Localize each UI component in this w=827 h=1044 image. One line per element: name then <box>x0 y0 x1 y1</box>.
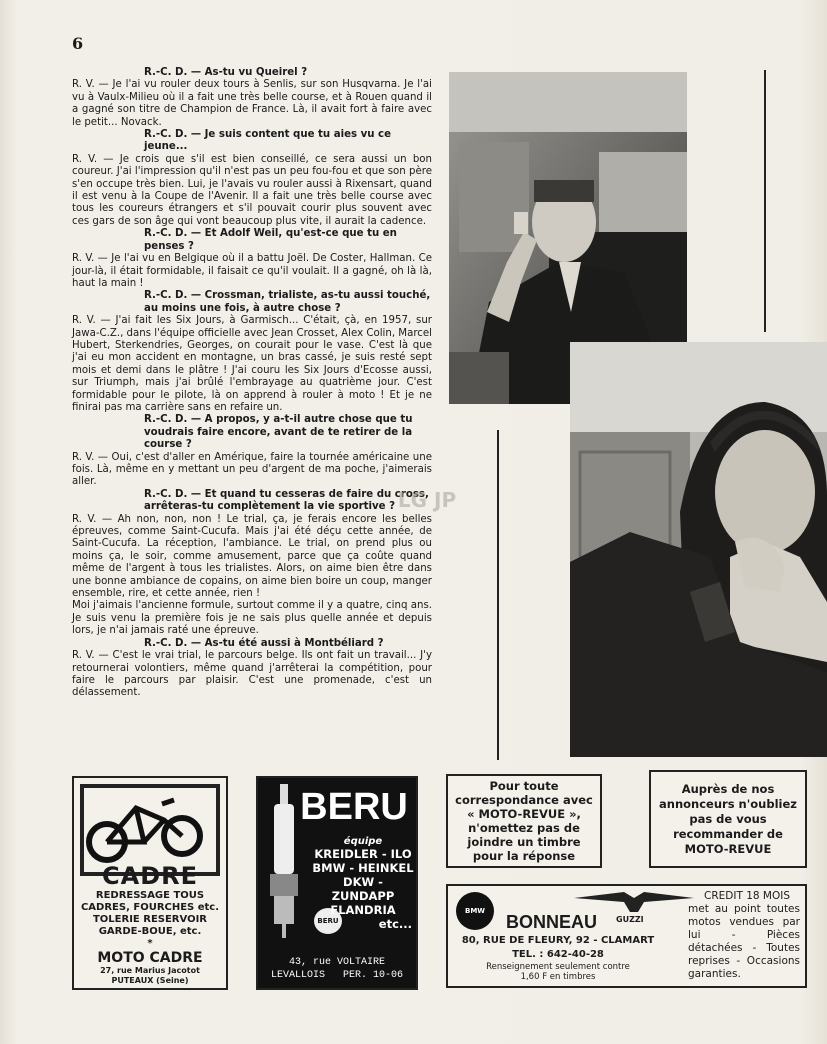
interview-answer: Moi j'aimais l'ancienne formule, surtout comme il y a quatre, cinq ans. Je suis venu la première fois je ne sais plus quelle année et depuis lors, je n'ai jamais raté une épreuve. <box>72 600 432 637</box>
interview-question: R.-C. D. — Et quand tu cesseras de faire du cross, arrêteras-tu complètement la vie sportive ? <box>144 488 429 513</box>
ad-beru-plug-label: BERU <box>314 908 342 934</box>
ad-beru-address-num: 43, <box>288 957 307 968</box>
ad-beru <box>256 776 418 990</box>
ad-cadre-line1: REDRESSAGE TOUS <box>95 890 205 901</box>
ad-beru-city: LEVALLOIS <box>270 970 325 981</box>
ad-beru-address-street: rue VOLTAIRE <box>313 957 386 968</box>
guzzi-eagle-icon <box>574 888 694 914</box>
ad-beru-team-4: FLANDRIA <box>330 903 396 917</box>
ad-beru-team-1: KREIDLER - ILO <box>314 847 412 861</box>
ad-cadre-address: 27, rue Marius Jacotot <box>100 966 200 975</box>
ad-bonneau-info2: 1,60 F en timbres <box>520 972 596 982</box>
ad-cadre-text <box>74 890 226 986</box>
ad-cadre-line4: GARDE-BOUE, etc. <box>98 926 202 937</box>
ad-beru-teams <box>310 836 416 931</box>
rule-middle <box>497 430 499 760</box>
interview-question: R.-C. D. — As-tu été aussi à Montbéliard ? <box>144 637 384 649</box>
rule-right-top <box>764 70 766 332</box>
ad-beru-team-5: etc... <box>378 917 412 931</box>
bmw-logo-icon: BMW <box>456 892 494 930</box>
ad-cadre-city: PUTEAUX (Seine) <box>111 976 189 985</box>
ad-cadre-brand: CADRE <box>102 862 198 890</box>
ad-bonneau-contact <box>448 934 668 982</box>
ad-cadre-star: * <box>147 938 153 949</box>
ad-beru-phone: PER. 10-06 <box>343 970 404 981</box>
ad-moto-cadre <box>72 776 228 990</box>
interview-answer: R. V. — Je l'ai vu en Belgique où il a battu Joël. De Coster, Hallman. Ce jour-là, il était formidable, il faisait ce qu'il voulait. Il a gagné, oh là là, haut la main ! <box>72 253 432 289</box>
interview-question: R.-C. D. — Crossman, trialiste, as-tu aussi touché, au moins une fois, à autre chose ? <box>144 290 431 314</box>
interview-answer: R. V. — C'est le vrai trial, le parcours belge. Ils ont fait un travail... J'y retournerai volontiers, même quand j'arrêterai la compétition, pour faire le parcours par plaisir. C'est une promenade, c'est un délassement. <box>72 650 432 699</box>
ad-bonneau <box>446 884 807 988</box>
ad-beru-team-2: BMW - HEINKEL <box>312 861 414 875</box>
watermark-logo <box>392 490 462 540</box>
photo-thinking-man-image <box>570 342 827 757</box>
photo-thinking-man <box>570 342 827 757</box>
interview-answer: R. V. — Oui, c'est d'aller en Amérique, faire la tournée américaine une fois. Là, même en y mettant un peu d'argent de ma poche, j'aimerais aller. <box>72 451 432 488</box>
interview-question: R.-C. D. — Et Adolf Weil, qu'est-ce que tu en penses ? <box>144 228 397 252</box>
ad-bonneau-services <box>688 890 800 981</box>
interview-answer: R. V. — J'ai fait les Six Jours, à Garmisch... C'était, çà, en 1957, sur Jawa-C.Z., dans l'équipe officielle avec Jean Crosset, Alex Colin, Marcel Hubert, Sterkendries, Georges, on courait pour le vase. C'est là que j'ai eu mon accident en montagne, un bras cassé, je suis resté sept mois et demi dans le plâtre ! J'ai couru les Six Jours d'Ecosse aussi, sur Triumph, mais j'ai brûlé l'embrayage au quatrième jour. C'est formidable pour le pilote, là on apprend à rouler à moto ! Et je ne finirai pas ma carrière sans en refaire un. <box>72 315 432 413</box>
ad-bonneau-services-text: met au point toutes motos vendues par lui - Pièces détachées - Toutes reprises - Occasions garanties. <box>688 903 800 980</box>
notice-correspondance: Pour toute correspondance avec « MOTO-REVUE », n'omettez pas de joindre un timbre pour la réponse <box>446 774 602 868</box>
interview-question: R.-C. D. — As-tu vu Queirel ? <box>144 67 308 78</box>
watermark-text: LG JP <box>397 488 457 512</box>
interview-answer: R. V. — Ah non, non, non ! Le trial, ça, je ferais encore les belles épreuves, comme Saint-Cucufa. Mais j'ai été déçu cette année, de Saint-Cucufa. La réception, l'ambiance. Le trial, on prend plus ou moins ça, le soir, comme amusement, parce que ça coûte quand même de l'argent à tous les trialistes. Alors, on aime bien être dans une bonne ambiance de copains, on aime bien boire un coup, manger ensemble, rire, et cette année, rien ! <box>72 513 432 600</box>
ad-beru-address <box>258 956 416 982</box>
notice-annonceurs: Auprès de nos annonceurs n'oubliez pas de vous recommander de MOTO-REVUE <box>649 770 807 868</box>
ad-cadre-line3: TOLERIE RESERVOIR <box>92 914 207 925</box>
ad-bonneau-info1: Renseignement seulement contre <box>486 962 630 972</box>
interview-question: R.-C. D. — A propos, y a-t-il autre chose que tu voudrais faire encore, avant de te retirer de la course ? <box>144 414 413 451</box>
ad-bonneau-credit: CREDIT 18 MOIS <box>704 890 790 902</box>
ad-bonneau-guzzi: GUZZI <box>616 915 644 924</box>
ad-beru-brand: BERU <box>294 782 414 832</box>
ad-beru-equipe: équipe <box>343 836 383 847</box>
ad-cadre-line2: CADRES, FOURCHES etc. <box>80 902 220 913</box>
interview-question: R.-C. D. — Je suis content que tu aies vu ce jeune... <box>144 129 391 153</box>
interview-answer: R. V. — Je crois que s'il est bien conseillé, ce sera aussi un bon coureur. J'ai l'impression qu'il n'est pas un peu fou-fou et que son père s'en occupe très bien. Lui, je l'avais vu rouler aussi à Rixensart, quand il est venu à la Coupe de l'Avenir. Il a fait une très belle course avec tous les coureurs étrangers et s'il pouvait courir plus souvent avec ces gars de son âge qui vont beaucoup plus vite, il aurait la cadence. <box>72 153 432 227</box>
ad-bonneau-name: BONNEAU <box>506 912 598 932</box>
spark-plug-icon <box>262 784 312 954</box>
ad-beru-team-3: DKW - ZUNDAPP <box>331 875 395 903</box>
interview-article <box>72 67 432 700</box>
ad-bonneau-phone: TEL. : 642-40-28 <box>512 949 604 960</box>
ad-bonneau-address: 80, RUE DE FLEURY, 92 - CLAMART <box>461 935 655 946</box>
ad-cadre-name: MOTO CADRE <box>97 950 203 966</box>
page-number: 6 <box>72 34 84 53</box>
interview-answer: R. V. — Je l'ai vu rouler deux tours à Senlis, sur son Husqvarna. Je l'ai vu à Vaulx-Milieu où il a fait une très belle course, et à Rouen quand il a gagné son titre de Champion de France. Là, il avait fort à faire avec le petit... Novack. <box>72 79 432 128</box>
